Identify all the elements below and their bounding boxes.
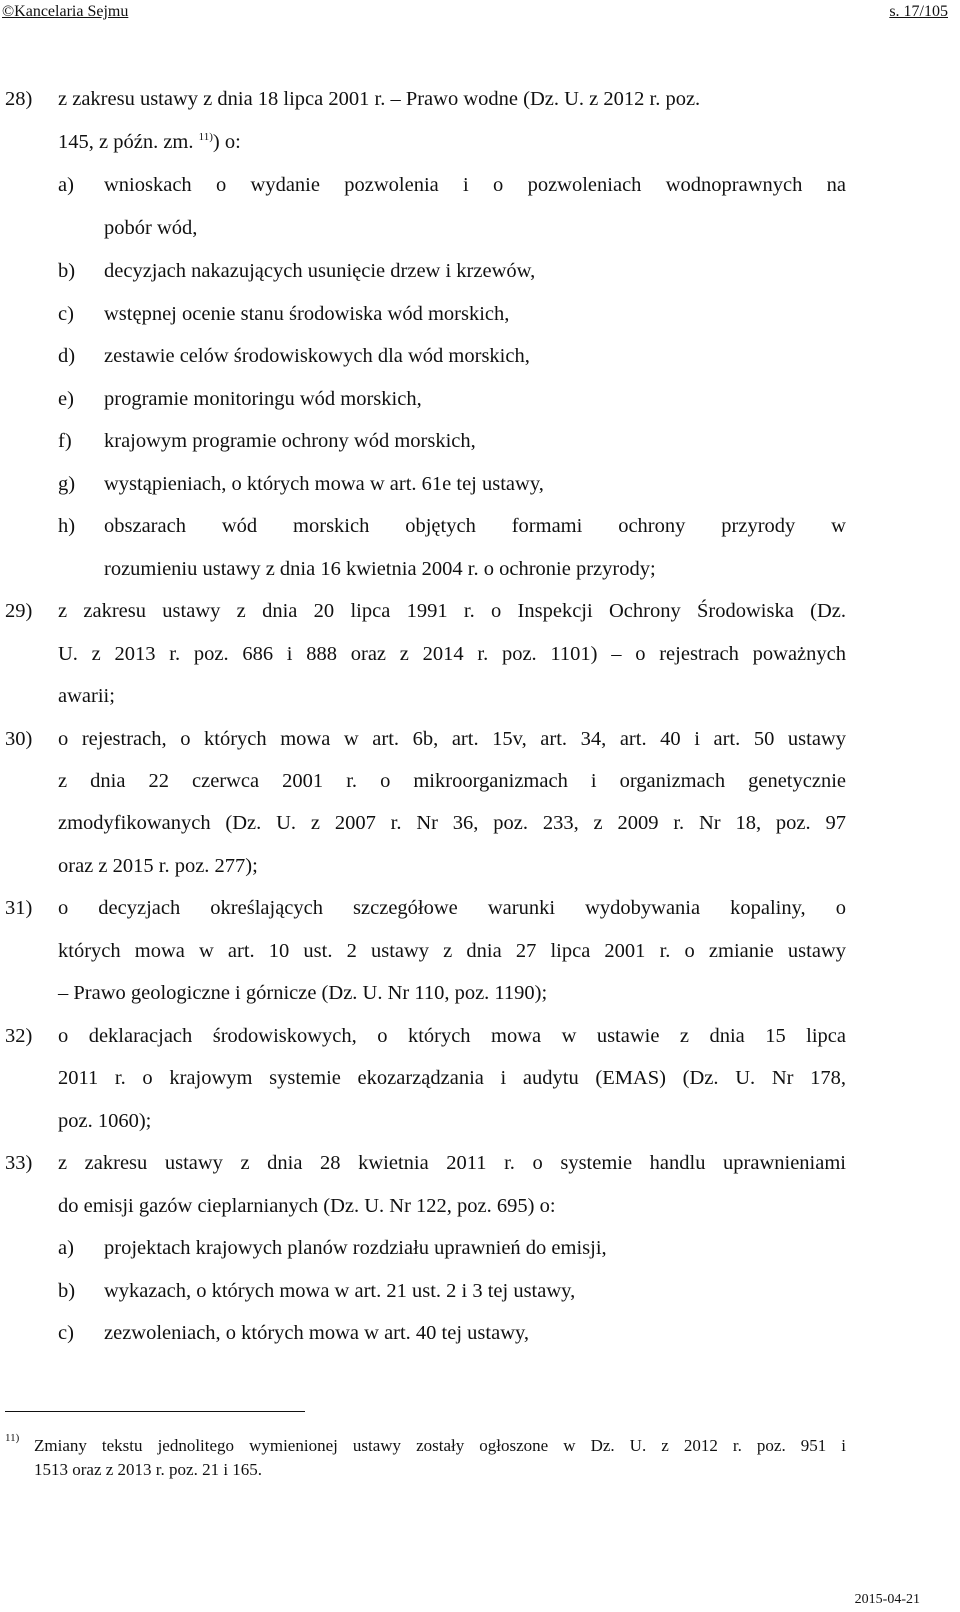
item-text: z zakresu ustawy z dnia 20 lipca 1991 r. o Inspekcji Ochrony Środowiska (Dz.	[58, 600, 846, 622]
item-text: oraz z 2015 r. poz. 277);	[58, 855, 258, 877]
item-number: 29)	[5, 600, 33, 622]
item-text: awarii;	[58, 685, 115, 707]
sub-item-letter: e)	[58, 388, 74, 410]
sub-item-text: zezwoleniach, o których mowa w art. 40 tej ustawy,	[104, 1322, 530, 1344]
sub-item-text: rozumieniu ustawy z dnia 16 kwietnia 2004 r. o ochronie przyrody;	[104, 558, 656, 580]
sub-item-letter: h)	[58, 515, 76, 537]
sub-item-text: zestawie celów środowiskowych dla wód morskich,	[104, 345, 530, 367]
item-text: o rejestrach, o których mowa w art. 6b, art. 15v, art. 34, art. 40 i art. 50 ustawy	[58, 728, 846, 750]
sub-item-letter: f)	[58, 430, 72, 452]
sub-item-text: projektach krajowych planów rozdziału uprawnień do emisji,	[104, 1237, 607, 1259]
sub-item-letter: c)	[58, 1322, 74, 1344]
sub-item-letter: a)	[58, 1237, 74, 1259]
sub-item-text: krajowym programie ochrony wód morskich,	[104, 430, 476, 452]
item-text: z dnia 22 czerwca 2001 r. o mikroorganizmach i organizmach genetycznie	[58, 770, 846, 792]
item-text: o decyzjach określających szczegółowe warunki wydobywania kopaliny, o	[58, 897, 846, 919]
footnote-mark: 11)	[5, 1432, 20, 1444]
footnote-separator	[5, 1411, 305, 1412]
sub-item-text: wnioskach o wydanie pozwolenia i o pozwoleniach wodnoprawnych na	[104, 174, 846, 196]
item-text: U. z 2013 r. poz. 686 i 888 oraz z 2014 r. poz. 1101) – o rejestrach poważnych	[58, 643, 846, 665]
sub-item-text: pobór wód,	[104, 217, 198, 239]
sub-item-letter: b)	[58, 260, 76, 282]
item-text: zmodyfikowanych (Dz. U. z 2007 r. Nr 36, poz. 233, z 2009 r. Nr 18, poz. 97	[58, 812, 846, 834]
sub-item-letter: a)	[58, 174, 74, 196]
item-text: – Prawo geologiczne i górnicze (Dz. U. Nr 110, poz. 1190);	[58, 982, 548, 1004]
sub-item-text: programie monitoringu wód morskich,	[104, 388, 422, 410]
item-number: 32)	[5, 1025, 33, 1047]
sub-item-letter: d)	[58, 345, 76, 367]
item-text: o deklaracjach środowiskowych, o których mowa w ustawie z dnia 15 lipca	[58, 1025, 846, 1047]
item-text: z zakresu ustawy z dnia 28 kwietnia 2011 r. o systemie handlu uprawnieniami	[58, 1152, 846, 1174]
header-source-link[interactable]: ©Kancelaria Sejmu	[2, 3, 129, 20]
item-text: których mowa w art. 10 ust. 2 ustawy z dnia 27 lipca 2001 r. o zmianie ustawy	[58, 940, 846, 962]
item-text: z zakresu ustawy z dnia 18 lipca 2001 r. – Prawo wodne (Dz. U. z 2012 r. poz.	[58, 88, 701, 110]
item-text: 2011 r. o krajowym systemie ekozarządzania i audytu (EMAS) (Dz. U. Nr 178,	[58, 1067, 846, 1089]
footnote-text: Zmiany tekstu jednolitego wymienionej ustawy zostały ogłoszone w Dz. U. z 2012 r. poz. 951 i	[34, 1436, 846, 1455]
item-text: 145, z późn. zm. $^{11)}$) o:	[58, 131, 241, 153]
item-number: 30)	[5, 728, 33, 750]
sub-item-text: obszarach wód morskich objętych formami ochrony przyrody w	[104, 515, 846, 537]
item-number: 28)	[5, 88, 33, 110]
page-header	[0, 0, 960, 26]
sub-item-text: wystąpieniach, o których mowa w art. 61e tej ustawy,	[104, 473, 544, 495]
item-number: 31)	[5, 897, 33, 919]
header-page-number[interactable]: s. 17/105	[889, 3, 948, 20]
sub-item-letter: g)	[58, 473, 76, 495]
item-text: poz. 1060);	[58, 1110, 152, 1132]
footnote-text: 1513 oraz z 2013 r. poz. 21 i 165.	[34, 1460, 263, 1479]
sub-item-text: wstępnej ocenie stanu środowiska wód morskich,	[104, 303, 510, 325]
item-text: do emisji gazów cieplarnianych (Dz. U. Nr 122, poz. 695) o:	[58, 1195, 556, 1217]
sub-item-text: wykazach, o których mowa w art. 21 ust. 2 i 3 tej ustawy,	[104, 1280, 576, 1302]
item-number: 33)	[5, 1152, 33, 1174]
sub-item-text: decyzjach nakazujących usunięcie drzew i krzewów,	[104, 260, 536, 282]
sub-item-letter: b)	[58, 1280, 76, 1302]
sub-item-letter: c)	[58, 303, 74, 325]
document-date: 2015-04-21	[854, 1592, 920, 1607]
footnote-reference[interactable]: 11)	[198, 131, 213, 144]
